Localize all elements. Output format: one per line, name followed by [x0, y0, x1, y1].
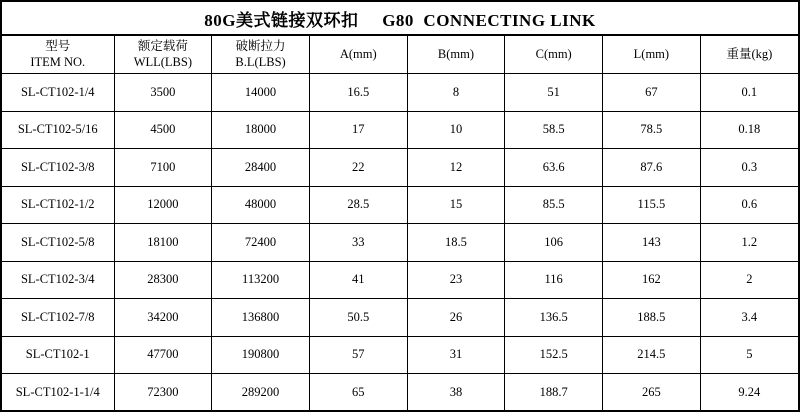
cell-breaking-load: 18000 — [212, 111, 310, 149]
cell-a: 16.5 — [309, 74, 407, 112]
table-row — [2, 374, 798, 412]
cell-weight: 0.18 — [700, 111, 798, 149]
header-line-2: ITEM NO. — [30, 54, 86, 69]
cell-b: 10 — [407, 111, 505, 149]
header-line-1: B(mm) — [437, 46, 475, 61]
column-header-item-no — [2, 36, 114, 74]
header-line-1: 重量(kg) — [726, 46, 773, 61]
cell-c: 116 — [505, 261, 603, 299]
cell-item-no: SL-CT102-5/16 — [2, 111, 114, 149]
cell-b: 18.5 — [407, 224, 505, 262]
cell-c: 58.5 — [505, 111, 603, 149]
header-line-1: L(mm) — [633, 46, 670, 61]
cell-wll: 3500 — [114, 74, 212, 112]
cell-wll: 34200 — [114, 299, 212, 337]
column-header-l — [603, 36, 701, 74]
cell-c: 188.7 — [505, 374, 603, 412]
sheet-title-bar — [2, 2, 798, 36]
cell-weight: 5 — [700, 336, 798, 374]
header-line-1: A(mm) — [339, 46, 377, 61]
cell-c: 85.5 — [505, 186, 603, 224]
cell-item-no: SL-CT102-1-1/4 — [2, 374, 114, 412]
cell-weight: 0.3 — [700, 149, 798, 187]
cell-weight: 0.1 — [700, 74, 798, 112]
cell-wll: 18100 — [114, 224, 212, 262]
cell-b: 31 — [407, 336, 505, 374]
cell-item-no: SL-CT102-5/8 — [2, 224, 114, 262]
table-row — [2, 149, 798, 187]
cell-b: 8 — [407, 74, 505, 112]
cell-l: 214.5 — [603, 336, 701, 374]
cell-c: 51 — [505, 74, 603, 112]
table-row — [2, 224, 798, 262]
header-line-1: 破断拉力 — [235, 38, 286, 53]
column-header-breaking-load — [212, 36, 310, 74]
cell-item-no: SL-CT102-1 — [2, 336, 114, 374]
cell-a: 57 — [309, 336, 407, 374]
cell-breaking-load: 48000 — [212, 186, 310, 224]
cell-c: 63.6 — [505, 149, 603, 187]
cell-breaking-load: 190800 — [212, 336, 310, 374]
column-header-a — [309, 36, 407, 74]
cell-c: 106 — [505, 224, 603, 262]
cell-l: 78.5 — [603, 111, 701, 149]
table-row — [2, 74, 798, 112]
header-line-2: WLL(LBS) — [133, 54, 193, 69]
cell-a: 41 — [309, 261, 407, 299]
cell-weight: 1.2 — [700, 224, 798, 262]
table-row — [2, 336, 798, 374]
cell-l: 115.5 — [603, 186, 701, 224]
cell-a: 28.5 — [309, 186, 407, 224]
column-header-b — [407, 36, 505, 74]
cell-a: 22 — [309, 149, 407, 187]
table-header-row — [2, 36, 798, 74]
cell-l: 188.5 — [603, 299, 701, 337]
cell-b: 26 — [407, 299, 505, 337]
table-row — [2, 111, 798, 149]
cell-c: 136.5 — [505, 299, 603, 337]
cell-wll: 28300 — [114, 261, 212, 299]
cell-item-no: SL-CT102-1/2 — [2, 186, 114, 224]
cell-b: 12 — [407, 149, 505, 187]
cell-breaking-load: 28400 — [212, 149, 310, 187]
table-row — [2, 186, 798, 224]
column-header-weight — [700, 36, 798, 74]
cell-a: 33 — [309, 224, 407, 262]
cell-a: 65 — [309, 374, 407, 412]
cell-c: 152.5 — [505, 336, 603, 374]
cell-wll: 72300 — [114, 374, 212, 412]
cell-l: 67 — [603, 74, 701, 112]
cell-breaking-load: 136800 — [212, 299, 310, 337]
cell-l: 265 — [603, 374, 701, 412]
cell-weight: 9.24 — [738, 385, 761, 399]
page-title: 80G美式链接双环扣 G80 CONNECTING LINK — [204, 10, 596, 30]
table-row — [2, 299, 798, 337]
header-line-1: 型号 — [45, 38, 71, 53]
cell-b: 38 — [407, 374, 505, 412]
cell-a: 17 — [309, 111, 407, 149]
cell-breaking-load: 14000 — [212, 74, 310, 112]
cell-wll: 7100 — [114, 149, 212, 187]
cell-wll: 4500 — [114, 111, 212, 149]
cell-l: 143 — [603, 224, 701, 262]
specification-table — [2, 36, 798, 411]
header-line-1: C(mm) — [535, 46, 572, 61]
cell-b: 15 — [407, 186, 505, 224]
cell-weight: 3.4 — [700, 299, 798, 337]
cell-l: 87.6 — [603, 149, 701, 187]
cell-weight: 0.6 — [700, 186, 798, 224]
header-line-1: 额定载荷 — [137, 38, 188, 53]
cell-breaking-load: 72400 — [212, 224, 310, 262]
table-body — [2, 74, 798, 412]
cell-item-no: SL-CT102-1/4 — [2, 74, 114, 112]
table-row — [2, 261, 798, 299]
cell-weight: 2 — [700, 261, 798, 299]
cell-l: 162 — [603, 261, 701, 299]
cell-item-no: SL-CT102-7/8 — [2, 299, 114, 337]
cell-wll: 47700 — [114, 336, 212, 374]
cell-item-no: SL-CT102-3/8 — [2, 149, 114, 187]
cell-item-no: SL-CT102-3/4 — [2, 261, 114, 299]
column-header-c — [505, 36, 603, 74]
cell-a: 50.5 — [309, 299, 407, 337]
header-line-2: B.L(LBS) — [235, 54, 286, 69]
cell-breaking-load: 289200 — [212, 374, 310, 412]
cell-b: 23 — [407, 261, 505, 299]
column-header-wll — [114, 36, 212, 74]
cell-wll: 12000 — [114, 186, 212, 224]
cell-breaking-load: 113200 — [212, 261, 310, 299]
table-header — [2, 36, 798, 74]
